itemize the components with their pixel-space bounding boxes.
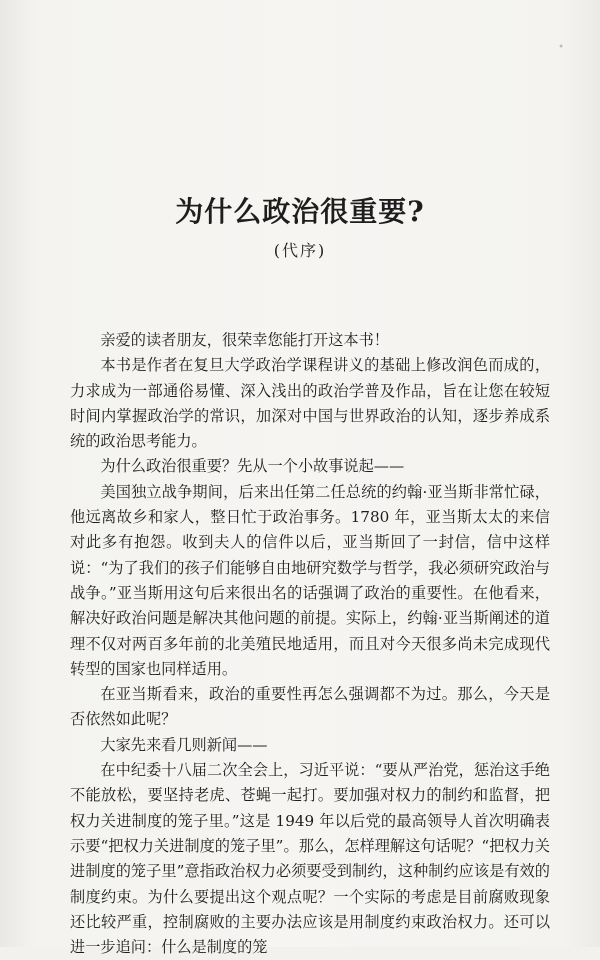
paragraph: 为什么政治很重要？先从一个小故事说起—— (100, 457, 405, 476)
chapter-subtitle: (代序) (273, 241, 327, 260)
paragraph: 在亚当斯看来，政治的重要性再怎么强调都不为过。那么，今天是否依然如此呢？ (70, 685, 550, 729)
page-number-ghost: • (558, 42, 564, 53)
paragraph: 本书是作者在复旦大学政治学课程讲义的基础上修改润色而成的，力求成为一部通俗易懂、深入浅出的政治学普及作品，旨在让您在较短时间内掌握政治学的常识，加深对中国与世界政治的认知，逐步养成系统的政治思考能力。 (70, 356, 550, 451)
paragraph: 在中纪委十八届二次全会上，习近平说：“要从严治党，惩治这手绝不能放松，要坚持老虎、苍蝇一起打。要加强对权力的制约和监督，把权力关进制度的笼子里。”这是 1949 年以后党的最高领导人首次明确表示要“把权力关进制度的笼子里”。那么，怎样理解这句话呢？“把权力关进制度的笼子里”意指政治权力必须要受到制约，这种制约应该是有效的制度约束。为什么要提出这个观点呢？一个实际的考虑是目前腐败现象还比较严重，控制腐败的主要办法应该是用制度约束政治权力。还可以进一步追问：什么是制度的笼 (70, 761, 550, 957)
paragraph: 亲爱的读者朋友，很荣幸您能打开这本书！ (100, 331, 389, 349)
paragraph: 美国独立战争期间，后来出任第二任总统的约翰·亚当斯非常忙碌，他远离故乡和家人，整日忙于政治事务。1780 年，亚当斯太太的来信对此多有抱怨。收到夫人的信件以后，亚当斯回了一封信，信中这样说：“为了我们的孩子们能够自由地研究数学与哲学，我必须研究政治与战争。”亚当斯用这句后来很出名的话强调了政治的重要性。在他看来，解决好政治问题是解决其他问题的前提。实际上，约翰·亚当斯阐述的道理不仅对两百多年前的北美殖民地适用，而且对今天很多尚未完成现代转型的国家也同样适用。 (70, 482, 550, 678)
body-text (70, 328, 550, 960)
paragraph: 大家先来看几则新闻—— (100, 735, 268, 754)
chapter-title: 为什么政治很重要? (175, 195, 425, 228)
